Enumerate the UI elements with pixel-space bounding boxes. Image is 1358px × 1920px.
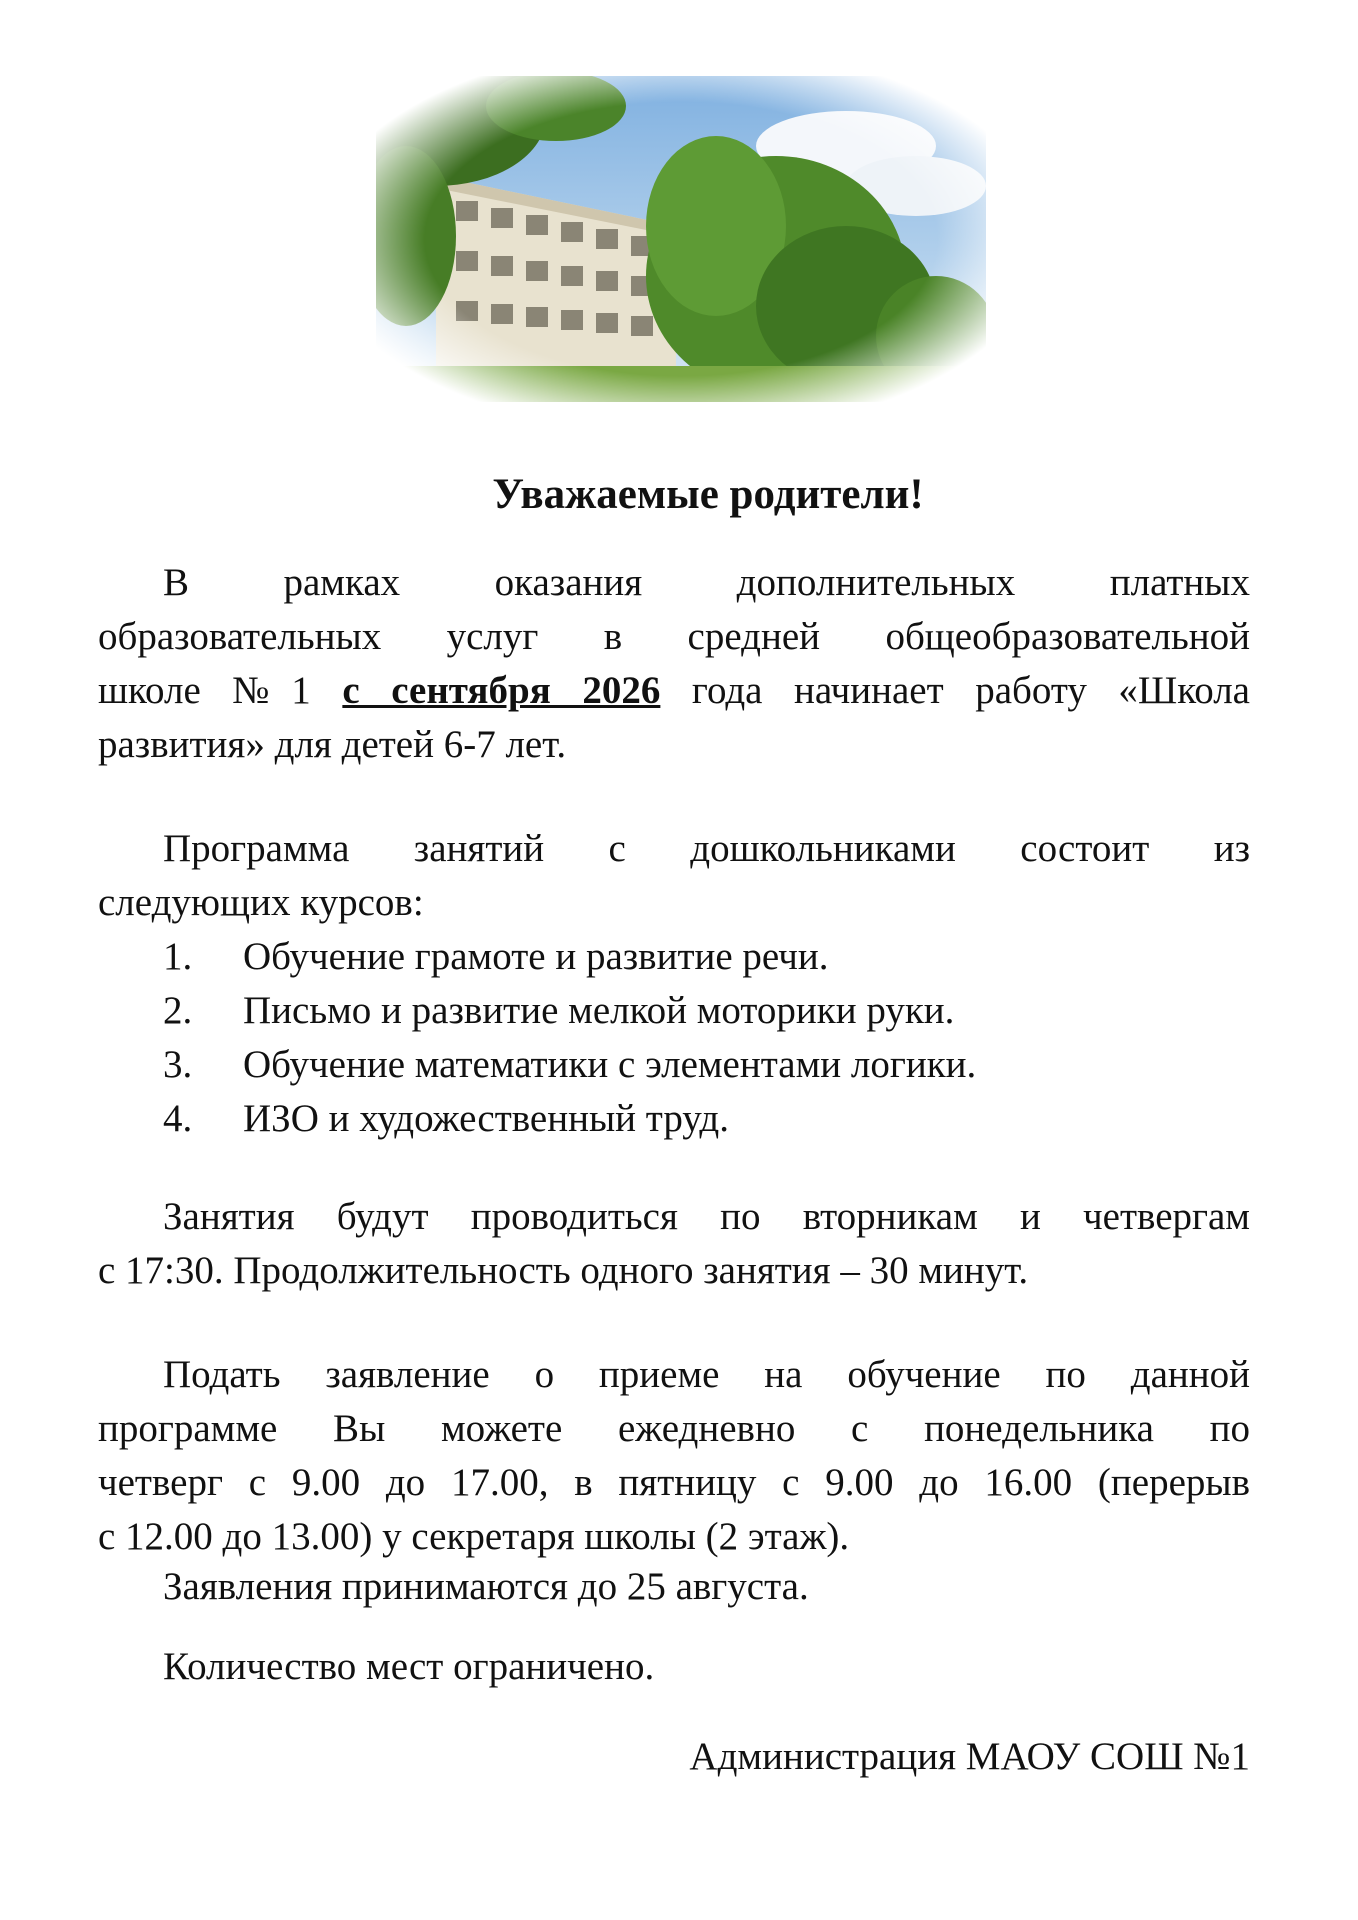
paragraph-line [98, 664, 1250, 718]
greeting-heading: Уважаемые родители! [492, 471, 924, 518]
paragraph-line: Программа занятий с дошкольниками состоит из [163, 827, 1250, 870]
course-number: 3. [163, 1043, 193, 1086]
course-item [98, 930, 1250, 984]
paragraph-intro [98, 556, 1250, 772]
limited-places-note: Количество мест ограничено. [163, 1645, 655, 1688]
deadline-note: Заявления принимаются до 25 августа. [163, 1565, 809, 1608]
course-list [98, 930, 1250, 1146]
school-building-photo [376, 76, 986, 402]
course-item [98, 1092, 1250, 1146]
course-number: 2. [163, 989, 193, 1032]
paragraph-line: Занятия будут проводиться по вторникам и четвергам [163, 1195, 1250, 1238]
paragraph-line: Подать заявление о приеме на обучение по данной [163, 1353, 1250, 1396]
paragraph-line: развития» для детей 6-7 лет. [98, 723, 567, 766]
paragraph-line: В рамках оказания дополнительных платных [163, 561, 1250, 604]
paragraph-line: с 17:30. Продолжительность одного занятия – 30 минут. [98, 1249, 1029, 1292]
paragraph-program [98, 822, 1250, 930]
paragraph-line: с 12.00 до 13.00) у секретаря школы (2 этаж). [98, 1515, 850, 1558]
course-title: Обучение грамоте и развитие речи. [243, 935, 829, 978]
course-title: ИЗО и художественный труд. [243, 1097, 729, 1140]
paragraph-line: образовательных услуг в средней общеобразовательной [98, 615, 1250, 658]
course-title: Письмо и развитие мелкой моторики руки. [243, 989, 955, 1032]
paragraph-line: следующих курсов: [98, 881, 424, 924]
paragraph-line: четверг с 9.00 до 17.00, в пятницу с 9.00 до 16.00 (перерыв [98, 1461, 1250, 1504]
paragraph-line-tail: года начинает работу «Школа [691, 669, 1250, 712]
course-item [98, 1038, 1250, 1092]
course-number: 4. [163, 1097, 193, 1140]
course-item [98, 984, 1250, 1038]
course-title: Обучение математики с элементами логики. [243, 1043, 977, 1086]
paragraph-schedule [98, 1190, 1250, 1298]
paragraph-line: программе Вы можете ежедневно с понедельника по [98, 1407, 1250, 1450]
course-number: 1. [163, 935, 193, 978]
start-date-highlight: с сентября 2026 [342, 669, 661, 712]
school-number-text: школе №1 [98, 669, 311, 712]
paragraph-application [98, 1348, 1250, 1564]
signature: Администрация МАОУ СОШ №1 [689, 1735, 1250, 1778]
